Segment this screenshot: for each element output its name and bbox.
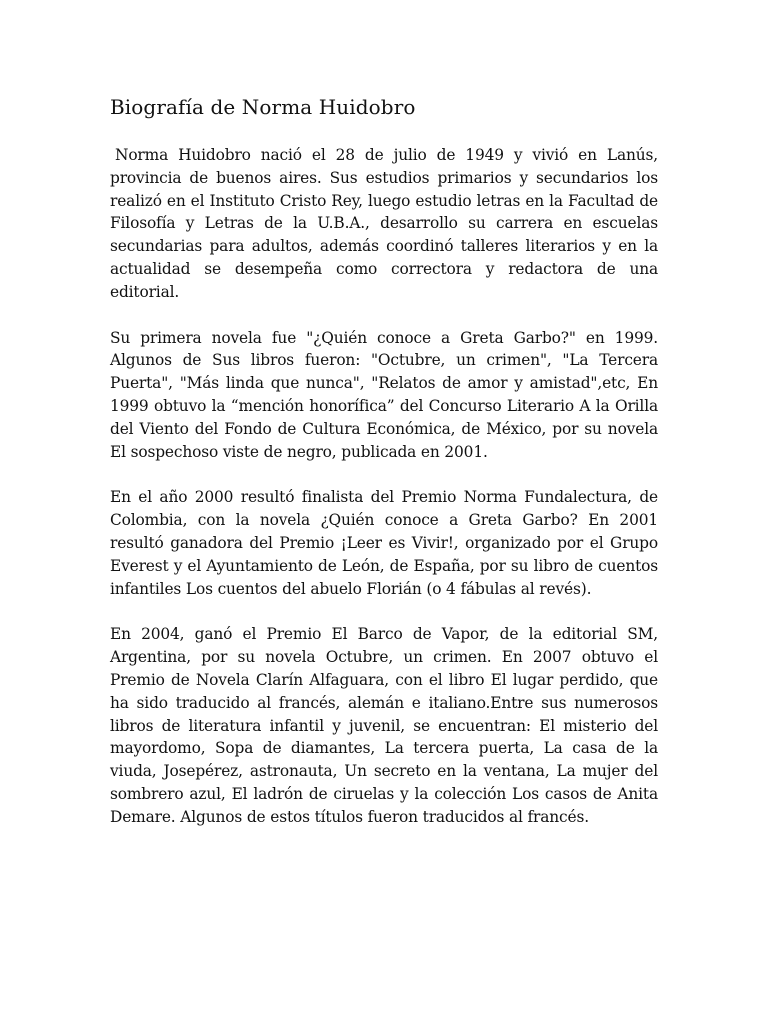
paragraph-awards-2000-2001: En el año 2000 resultó finalista del Premio Norma Fundalectura, de Colombia, con la novela ¿Quién conoce a Greta Garbo? En 2001 resultó ganadora del Premio ¡Leer es Vivir!, organizado por el Grupo Everest y el Ayuntamiento de León, de España, por su libro de cuentos infantiles Los cuentos del abuelo Florián (o 4 fábulas al revés). [110, 488, 658, 598]
paragraph-awards-2004-2007: En 2004, ganó el Premio El Barco de Vapor, de la editorial SM, Argentina, por su novela Octubre, un crimen. En 2007 obtuvo el Premio de Novela Clarín Alfaguara, con el libro El lugar perdido, que ha sido traducido al francés, alemán e italiano.Entre sus numerosos libros de literatura infantil y juvenil, se encuentran: El misterio del mayordomo, Sopa de diamantes, La tercera puerta, La casa de la viuda, Josepérez, astronauta, Un secreto en la ventana, La mujer del sombrero azul, El ladrón de ciruelas y la colección Los casos de Anita Demare. Algunos de estos títulos fueron traducidos al francés. [110, 625, 658, 826]
document-body [110, 93, 658, 852]
paragraph-birth-education: Norma Huidobro nació el 28 de julio de 1949 y vivió en Lanús, provincia de buenos aires. Sus estudios primarios y secundarios los realizó en el Instituto Cristo Rey, luego estudio letras en la Facultad de Filosofía y Letras de la U.B.A., desarrollo su carrera en escuelas secundarias para adultos, además coordinó talleres literarios y en la actualidad se desempeña como correctora y redactora de una editorial. [110, 146, 658, 301]
document-title: Biografía de Norma Huidobro [110, 95, 416, 119]
paragraph-first-novel: Su primera novela fue "¿Quién conoce a Greta Garbo?" en 1999. Algunos de Sus libros fueron: "Octubre, un crimen", "La Tercera Puerta", "Más linda que nunca", "Relatos de amor y amistad",etc, En 1999 obtuvo la “mención honorífica” del Concurso Literario A la Orilla del Viento del Fondo de Cultura Económica, de México, por su novela El sospechoso viste de negro, publicada en 2001. [110, 328, 658, 461]
